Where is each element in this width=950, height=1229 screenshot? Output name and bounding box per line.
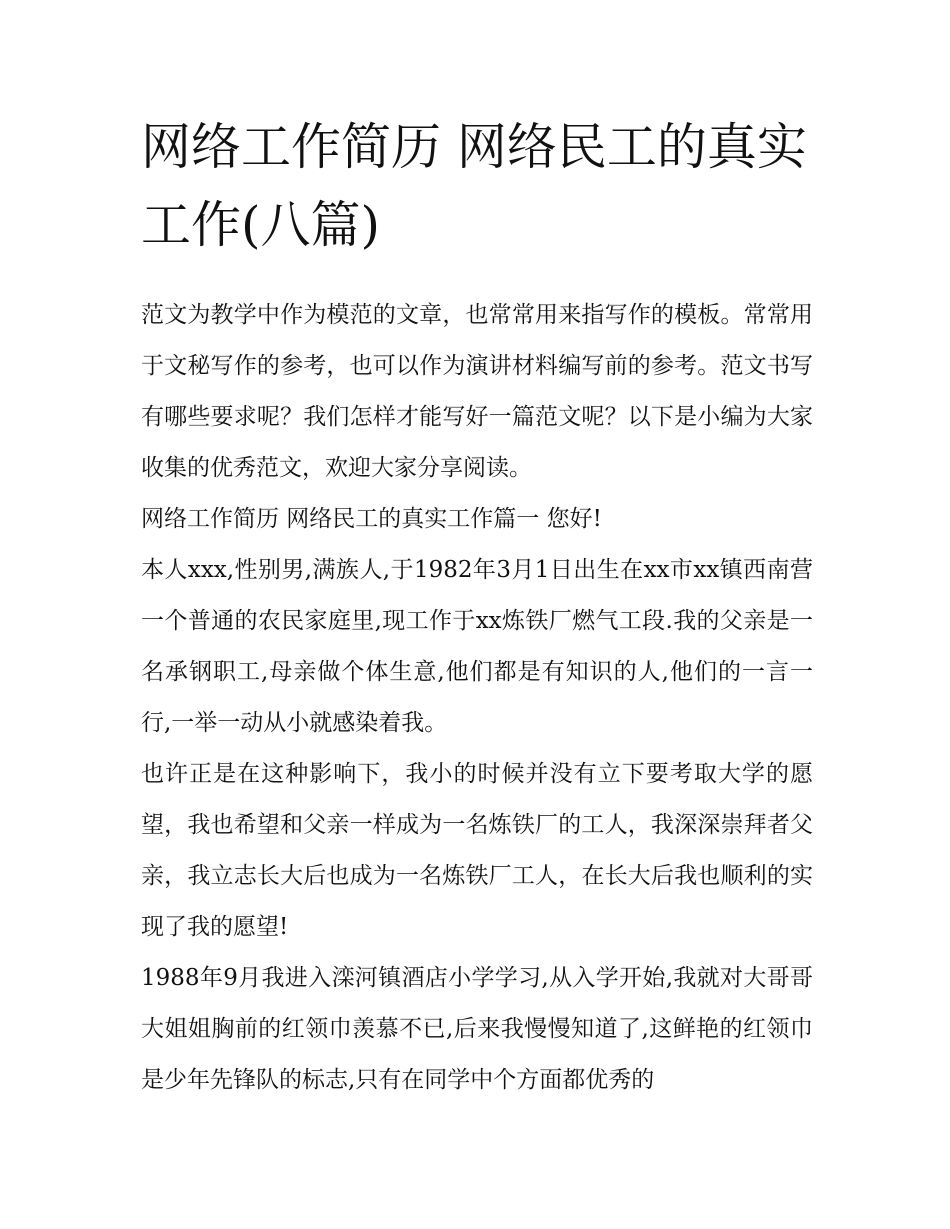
document-title: 网络工作简历 网络民工的真实工作(八篇)	[141, 118, 807, 254]
paragraph-school: 1988年9月我进入滦河镇酒店小学学习,从入学开始,我就对大哥哥大姐姐胸前的红领巾羡慕不已,后来我慢慢知道了,这鲜艳的红领巾是少年先锋队的标志,只有在同学中个方面都优秀的	[141, 965, 813, 1093]
document-body	[141, 290, 813, 1106]
paragraph-self-introduction: 本人xxx,性别男,满族人,于1982年3月1日出生在xx市xx镇西南营一个普通的农民家庭里,现工作于xx炼铁厂燃气工段.我的父亲是一名承钢职工,母亲做个体生意,他们都是有知识的人,他们的一言一行,一举一动从小就感染着我。	[141, 557, 813, 736]
paragraph-intro: 范文为教学中作为模范的文章，也常常用来指写作的模板。常常用于文秘写作的参考，也可以作为演讲材料编写前的参考。范文书写有哪些要求呢？我们怎样才能写好一篇范文呢？以下是小编为大家收集的优秀范文，欢迎大家分享阅读。	[141, 302, 813, 481]
paragraph-heading-letter: 网络工作简历 网络民工的真实工作篇一 您好!	[141, 506, 602, 532]
document-content	[141, 108, 813, 1106]
paragraph-aspiration: 也许正是在这种影响下，我小的时候并没有立下要考取大学的愿望，我也希望和父亲一样成为一名炼铁厂的工人，我深深崇拜者父亲，我立志长大后也成为一名炼铁厂工人，在长大后我也顺利的实现了我的愿望!	[141, 761, 813, 940]
